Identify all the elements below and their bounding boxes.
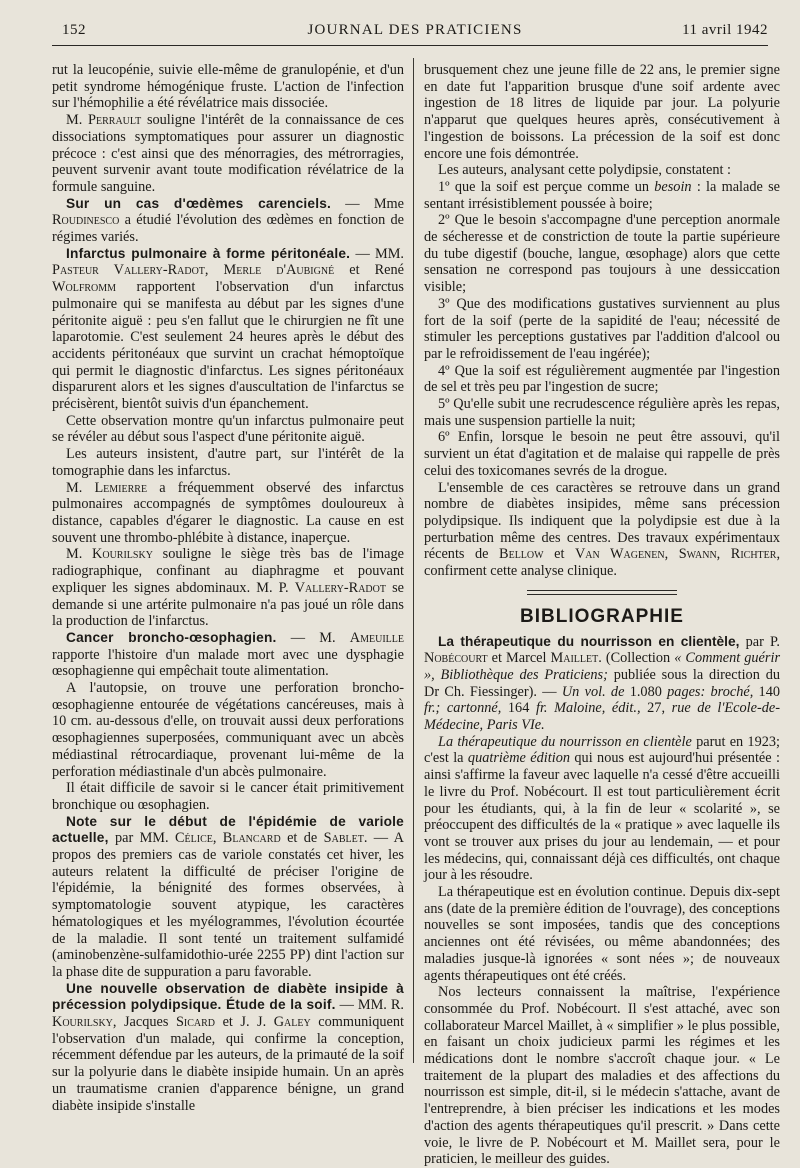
text: — MM. R. xyxy=(335,997,404,1014)
text: et de xyxy=(280,830,324,847)
text: a étudié l'évolution des œdèmes en fonction de régimes variés. xyxy=(52,212,404,246)
list-item: 6º Enfin, lorsque le besoin ne peut être assouvi, qu'il survient un état d'agitation et de malaise qui rappelle de près celui des toxicomanes sevrés de la drogue. xyxy=(424,429,780,479)
paragraph: A l'autopsie, on trouve une perforation broncho-œsophagienne entourée de végétations cancéreuses, mais à 10 cm. au-dessous d'elle, on trouvait aussi deux perforations œsophagiennes superposées, communiquant avec un abcès médiastinal rétrocardiaque, provenant lui-même de la perforation médiastinale d'un abcès pulmonaire. xyxy=(52,680,404,780)
header-rule xyxy=(52,45,768,46)
issue-date: 11 avril 1942 xyxy=(682,22,768,38)
text: publiée sous la direction du Dr Ch. Fiessinger). — xyxy=(424,666,780,700)
author-name: Maillet xyxy=(550,650,599,667)
bibliography-title: BIBLIOGRAPHIE xyxy=(520,605,684,627)
text: 140 xyxy=(753,683,781,700)
paragraph: rut la leucopénie, suivie elle-même de granulopénie, et d'un petit syndrome hémogénique fruste. L'action de l'infection sur l'hémophilie a été révélatrice mais dissociée. xyxy=(52,62,404,112)
author-name: Célice, Blancard xyxy=(174,830,281,847)
italic-text: « Comment guérir », Bibliothèque des Praticiens; xyxy=(424,650,781,683)
paragraph xyxy=(424,480,780,580)
journal-title: JOURNAL DES PRATICIENS xyxy=(307,22,523,38)
italic-text: fr. Maloine, édit., xyxy=(535,700,641,717)
section-heading: Sur un cas d'œdèmes carenciels. xyxy=(66,195,332,211)
section-variole xyxy=(52,814,404,981)
italic-text: fr.; cartonné, xyxy=(424,700,502,717)
text: . — A propos des premiers cas de variole constatés cet hiver, les auteurs relatent la difficulté de préciser l'origine de l'épidémie, la bénignité des formes observées, à symptomatologie souvent atypique, les caractères hématologiques et les myélogrammes, l'évolution écourtée de la maladie. Il sont tenté un traitement sulfamidé (aminobenzène-sulfamidothio-urée 2255 PP) dint l'action sur la phase dite de suppuration a paru favorable. xyxy=(52,830,404,980)
text: rapporte l'histoire d'un malade mort avec une dysphagie œsophagienne qui empêchait toute alimentation. xyxy=(52,646,404,680)
paragraph: Les auteurs, analysant cette polydipsie, constatent : xyxy=(438,162,731,179)
paragraph xyxy=(52,112,404,196)
text: et René xyxy=(334,262,404,279)
paragraph xyxy=(52,546,404,630)
text: L'ensemble de ces caractères se retrouve dans un grand nombre de diabètes insipides, même sans précession polydipsique. Ils indiquent que la polydipsie est due à la perturbation même des centres. Des travaux expérimentaux récents de xyxy=(424,479,780,563)
text: rapportent l'observation d'un infarctus pulmonaire qui se manifesta au début par les signes d'une péritonite aiguë : peu s'en fallut que le chirurgien ne fît une laparotomie. C'est seulement 24 heures après le début des accidents péritonéaux que survint un crachat hémoptoïque qui permit le diagnostic d'infarctus. Les signes péritonéaux disparurent alors et les signes d'auscultation de l'infarctus se précisèrent, bientôt suivis d'un épanchement. xyxy=(52,279,404,413)
author-name: M. Lemierre xyxy=(66,479,148,496)
italic-text: Un vol. de xyxy=(561,683,625,700)
author-name: Wolfromm xyxy=(52,279,117,296)
author-name: Sicard xyxy=(175,1014,216,1031)
text: qui nous est aujourd'hui présentée : ainsi s'affirme la faveur avec laquelle n'a cessé d'être accueilli le livre du Prof. Nobécourt. Il est tout particulièrement écrit pour les étudiants, qui, à la fin de leur « scolarité », se préoccupent des difficultés de la « pratique » avec laquelle ils vont se trouver aux prises du jour au lendemain, — et pour les médecins, qui, connaissant déjà ces difficultés, ont chaque jour à les résoudre. xyxy=(424,750,780,884)
author-name: M. Perrault xyxy=(66,112,142,129)
paragraph: Cette observation montre qu'un infarctus pulmonaire peut se révéler au début sous l'aspect d'une péritonite aiguë. xyxy=(52,412,404,446)
author-name: Vallery-Radot xyxy=(294,579,386,596)
text: . (Collection xyxy=(598,650,675,667)
author-name: Pasteur Vallery-Radot, Merle d'Aubigné xyxy=(52,262,335,279)
section-infarctus xyxy=(52,246,404,413)
text: souligne le siège très bas de l'image radiographique, confinant au diaphragme et pouvant expliquer les signes abdominaux. M. P. xyxy=(52,546,404,596)
paragraph-text: souligne l'intérêt de la connaissance de ces dissociations symptomatiques pour assurer un diagnostic précoce : c'est ainsi que des ménorragies, des métrorragies, peuvent survenir avant toute modification révélatrice de la formule sanguine. xyxy=(52,112,404,195)
ornament-rule xyxy=(527,590,677,595)
paragraph: La thérapeutique est en évolution continue. Depuis dix-sept ans (date de la première édition de l'ouvrage), des conceptions nouvelles se sont imposées, tandis que des conceptions anciennes ont été révisées, ou même abandonnées; des maladies jusque-là ignorées « sont nées »; de nouveaux agents thérapeutiques ont été créés. xyxy=(424,884,780,984)
text: , xyxy=(664,546,679,563)
text: 27, xyxy=(640,700,672,717)
author-name: Galey xyxy=(273,1014,311,1031)
list-item: 4º Que la soif est régulièrement augmentée par l'ingestion de sel et très peu par l'ingestion de sucre; xyxy=(424,362,780,396)
author-name: Sablet xyxy=(323,830,364,847)
author-name: Kourilsky xyxy=(52,1014,113,1031)
author-name: Ameuille xyxy=(349,629,404,646)
book-title: La thérapeutique du nourrisson en clientèle, xyxy=(438,633,740,649)
italic-text: quatrième édition xyxy=(467,750,570,767)
list-item: 2º Que le besoin s'accompagne d'une perception anormale de sécheresse et de constriction de toute la partie supérieure du tube digestif (bouche, langue, œsophage) alors que cette sensation ne correspond pas toujours à une dessiccation visible; xyxy=(424,212,780,296)
italic-text: besoin xyxy=(654,178,692,195)
list-item: 5º Qu'elle subit une recrudescence régulière après les repas, mais une suspension partielle la nuit; xyxy=(424,396,780,429)
right-column xyxy=(424,62,781,1168)
italic-text: La thérapeutique du nourrisson en clientèle xyxy=(438,733,692,750)
text: et Marcel xyxy=(487,650,551,667)
text: par MM. xyxy=(108,830,175,847)
text: — MM. xyxy=(350,245,404,262)
paragraph: Il était difficile de savoir si le cancer était primitivement bronchique ou œsophagien. xyxy=(52,780,404,813)
author-name: Nobécourt xyxy=(424,650,488,667)
list-item: 3º Que des modifications gustatives surviennent au plus fort de la soif (perte de la sapidité de l'eau; nécessité de stimuler les perceptions gustatives par l'addition d'alcool ou par le refroidissement de l'eau ingérée); xyxy=(424,295,780,362)
text: — M. xyxy=(276,629,350,646)
section-heading: Cancer broncho-œsophagien. xyxy=(66,629,277,645)
paragraph: Les auteurs insistent, d'autre part, sur l'intérêt de la tomographie dans les infarctus. xyxy=(52,446,404,479)
italic-text: pages: broché, xyxy=(667,683,754,700)
section-heading: Infarctus pulmonaire à forme péritonéale. xyxy=(66,245,351,261)
section-sur-un-cas xyxy=(52,196,404,246)
text: communiquent l'observation d'un malade, qui confirme la conception, récemment défendue par les auteurs, de la primauté de la soif sur la polyurie dans le diabète insipide humain. Un an après un traumatisme cranien d'apparence bénigne, un grand diabète insipide s'installe xyxy=(52,1014,405,1114)
author-name: Roudinesco xyxy=(52,212,120,229)
author-name: Richter xyxy=(730,546,777,563)
text: , Jacques xyxy=(112,1014,176,1031)
text: 1.080 xyxy=(624,683,668,700)
text: , xyxy=(716,546,731,563)
book-reference xyxy=(424,634,780,734)
italic-text: rue de l'Ecole-de-Médecine, Paris VIe. xyxy=(424,700,780,734)
section-heading: Note sur le début de l'épidémie de variole actuelle, xyxy=(52,813,404,846)
text: parut en 1923; c'est la xyxy=(424,733,780,767)
column-divider xyxy=(413,58,414,1063)
text: 164 xyxy=(501,700,536,717)
text: — Mme xyxy=(331,195,405,212)
text: et xyxy=(543,546,575,563)
paragraph: Nos lecteurs connaissent la maîtrise, l'expérience consommée du Prof. Nobécourt. Il s'est attaché, avec son collaborateur Marcel Maillet, à « simplifier » le plus possible, en faisant un choix judicieux parmi les régimes et les médications dont le nombre s'accroît chaque jour. « Le traitement de la plupart des maladies et des affections du nourrisson est simple, dit-il, si le médecin s'attache, avant de l'entreprendre, à bien préciser les indications et les modes d'action des agents thérapeutiques qu'il prescrit. » Dans cette voie, le livre de P. Nobécourt et M. Maillet sera, pour le praticien, le meilleur des guides. xyxy=(424,984,780,1168)
text: , confirment cette analyse clinique. xyxy=(424,546,781,580)
text: a fréquemment observé des infarctus pulmonaires accompagnés de symptômes douloureux à distance, capables d'égarer le diagnostic. La cause en est souvent une thrombo-phlébite à distance, inaperçue. xyxy=(52,479,404,546)
author-name: Swann xyxy=(678,546,717,563)
author-name: M. Kourilsky xyxy=(66,546,153,563)
section-cancer xyxy=(52,630,404,680)
text: 1º que la soif est perçue comme un xyxy=(438,178,655,195)
section-heading: Une nouvelle observation de diabète insipide à précession polydipsique. Étude de la soif. xyxy=(52,980,404,1013)
page-header xyxy=(62,22,768,44)
paragraph xyxy=(424,734,780,884)
author-name: Van Wagenen xyxy=(574,546,665,563)
text: et J. J. xyxy=(215,1014,274,1031)
paragraph xyxy=(52,480,404,547)
text: par P. xyxy=(739,633,780,650)
text: se demande si une artérite pulmonaire n'a pas joué un rôle dans la production de l'infarctus. xyxy=(52,579,404,630)
left-column xyxy=(52,62,405,1114)
page-number: 152 xyxy=(62,22,86,38)
list-item xyxy=(424,179,780,212)
section-diabete xyxy=(52,981,404,1115)
text: : la malade se sentant irrésistiblement poussée à boire; xyxy=(424,178,781,212)
author-name: Bellow xyxy=(499,546,544,563)
paragraph: brusquement chez une jeune fille de 22 ans, le premier signe en date fut l'apparition brusque d'une soif ardente avec ingestion de 18 litres de liquide par jour. La polyurie n'apparut que quelques heures après, consécutivement à l'ingestion de boissons. La précession de la soif est donc encore une fois démontrée. xyxy=(424,62,780,162)
